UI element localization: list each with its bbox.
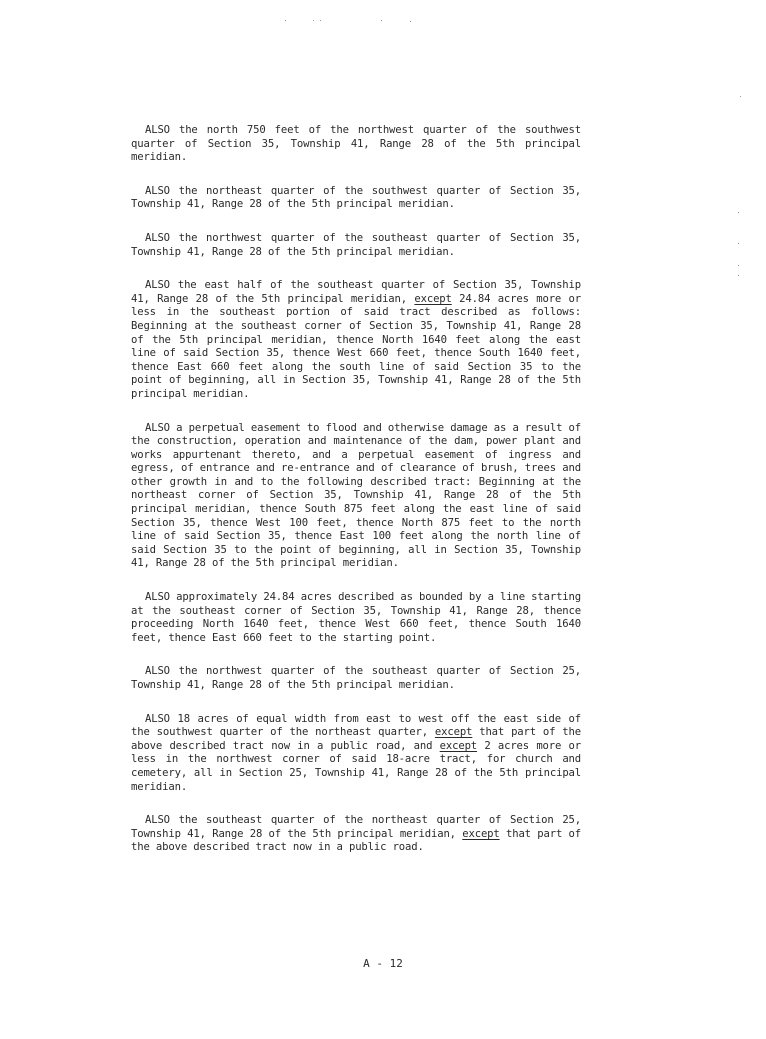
paragraph-text: ALSO a perpetual easement to flood and otherwise damage as a result of the construction, operation and maintenance of the dam, power plant and works appurtenant thereto, and a perpetual easement of ingress and egress, of entrance and re-entrance and of clearance of brush, trees and other growth in and to the following described tract: Beginning at the northeast corner of Section 35, Township 41, Range 28 of the 5th principal meridian, thence South 875 feet along the east line of said Section 35, thence West 100 feet, thence North 875 feet to the north line of said Section 35, thence East 100 feet along the north line of said Section 35 to the point of beginning, all in Section 35, Township 41, Range 28 of the 5th principal meridian. [131,421,581,570]
paragraph-text: 2 acres more or less in the northwest corner of said 18-acre tract, for church and cemetery, all in Section 25, Township 41, Range 28 of the 5th principal meridian. [131,739,581,793]
paragraph [131,591,581,645]
paragraph [131,665,581,692]
underlined-term: except [414,292,452,305]
underlined-term: except [462,827,500,840]
scan-speck [410,21,411,22]
underlined-term: except [439,739,478,752]
scan-speck [320,20,321,21]
paragraph-text: ALSO the southeast quarter of the northeast quarter of Section 25, Township 41, Range 28 of the 5th principal meridian, [131,814,581,840]
scan-speck [740,96,741,97]
scan-speck [738,275,739,276]
paragraph-text: ALSO the northeast quarter of the southwest quarter of Section 35, Township 41, Range 28 of the 5th principal meridian. [131,184,581,211]
scan-speck [738,212,739,213]
paragraph [131,279,581,401]
scan-speck [313,20,314,21]
paragraph-text: that part of the above described tract now in a public road. [131,827,581,854]
paragraph-text: that part of the above described tract now in a public road, and [131,726,581,752]
scan-speck [738,265,739,266]
paragraph-text: ALSO the northwest quarter of the southeast quarter of Section 25, Township 41, Range 28 of the 5th principal meridian. [131,665,581,691]
scan-speck [738,243,739,244]
paragraph-text: ALSO 18 acres of equal width from east to west off the east side of the southwest quarter of the northeast quarter, [131,712,581,739]
paragraph [131,814,581,855]
paragraph-text: ALSO the east half of the southeast quarter of Section 35, Township 41, Range 28 of the 5th principal meridian, [131,279,581,305]
paragraph [131,232,581,259]
scan-speck [285,20,286,21]
paragraph [131,185,581,212]
paragraph-text: 24.84 acres more or less in the southeast portion of said tract described as follows: Beginning at the southeast corner of Section 35, Township 41, Range 28 of the 5th principal meridian, thence North 1640 feet along the east line of said Section 35, thence West 660 feet, thence South 1640 feet, thence East 660 feet along the south line of said Section 35 to the point of beginning, all in Section 35, Township 41, Range 28 of the 5th principal meridian. [131,292,582,400]
underlined-term: except [434,726,473,739]
scan-speck [381,20,382,21]
paragraph [131,422,581,572]
paragraph-text: ALSO approximately 24.84 acres described as bounded by a line starting at the southeast corner of Section 35, Township 41, Range 28, thence proceeding North 1640 feet, thence West 660 feet, thence South 1640 feet, thence East 660 feet to the starting point. [131,591,581,644]
paragraph-text: ALSO the north 750 feet of the northwest quarter of the southwest quarter of Section 35, Township 41, Range 28 of the 5th principal meridian. [131,124,581,164]
paragraph [131,124,581,165]
page-number: A - 12 [363,957,403,970]
document-body [131,124,581,875]
paragraph-text: ALSO the northwest quarter of the southeast quarter of Section 35, Township 41, Range 28 of the 5th principal meridian. [131,231,581,258]
paragraph [131,713,581,795]
